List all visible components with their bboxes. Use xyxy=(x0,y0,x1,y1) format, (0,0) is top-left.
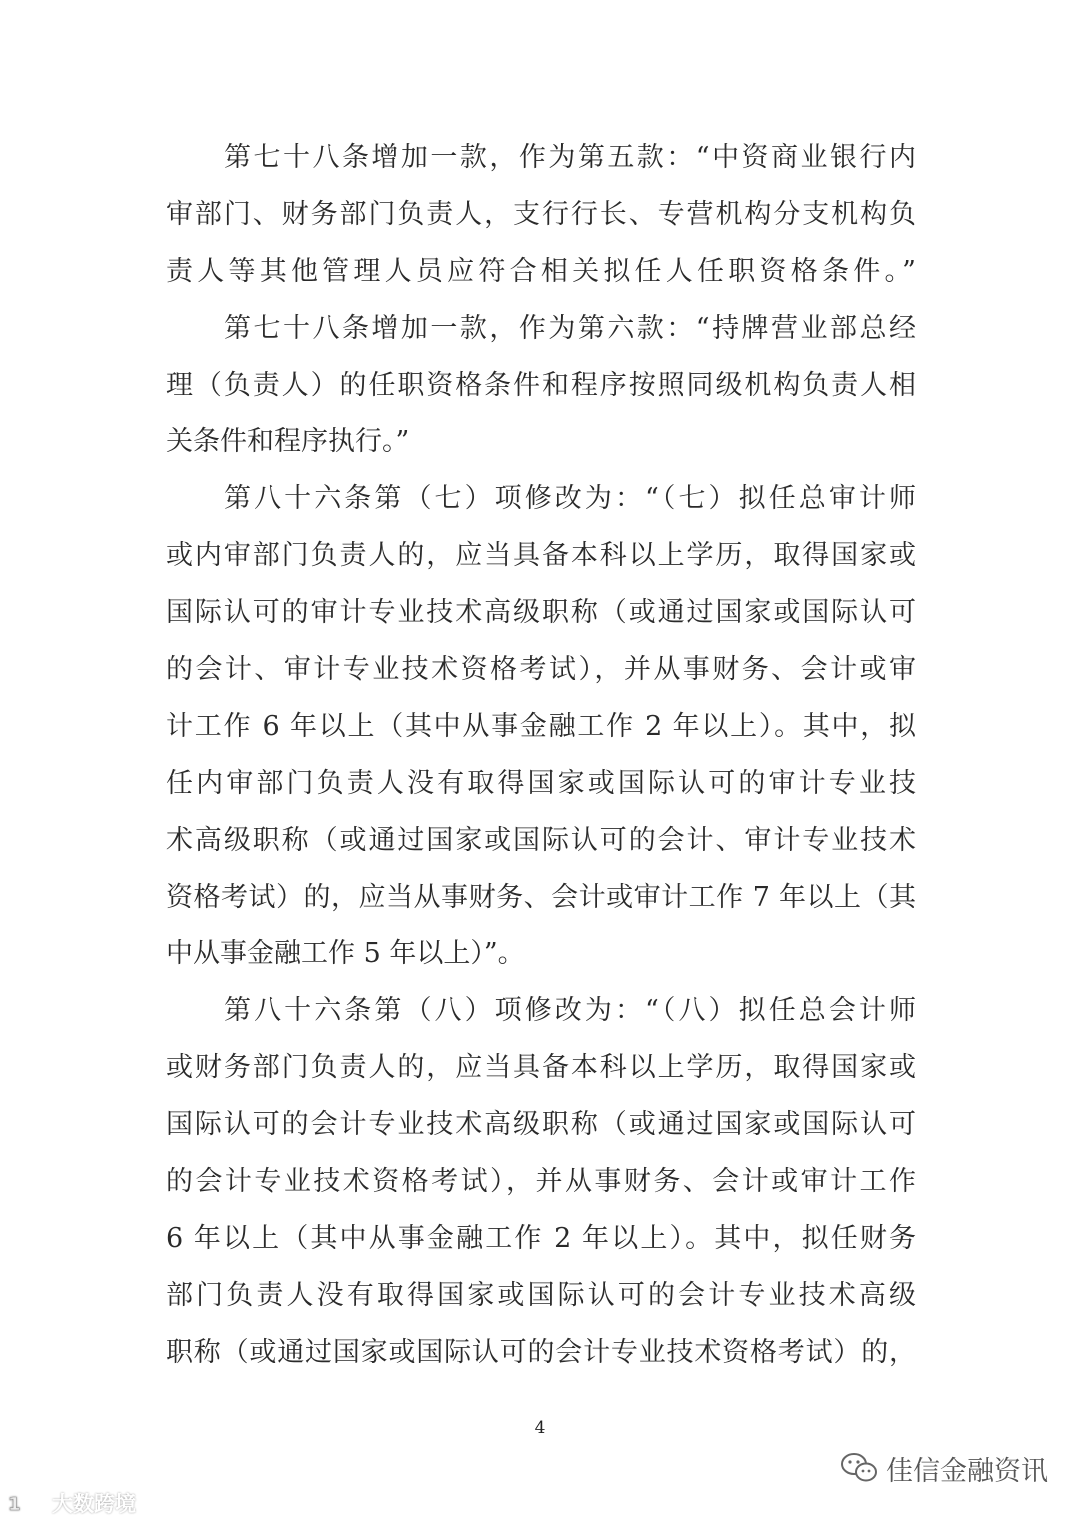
wechat-icon xyxy=(840,1452,878,1484)
text-line: 术高级职称（或通过国家或国际认可的会计、审计专业技术 xyxy=(166,824,916,856)
text-line: 的会计、审计专业技术资格考试），并从事财务、会计或审 xyxy=(166,654,916,686)
text-line: 理（负责人）的任职资格条件和程序按照同级机构负责人相 xyxy=(166,369,916,401)
page-number: 4 xyxy=(534,1418,546,1438)
text-line: 的会计专业技术资格考试），并从事财务、会计或审计工作 xyxy=(166,1166,916,1198)
svg-text:1: 1 xyxy=(8,1494,21,1515)
text-line: 或财务部门负责人的，应当具备本科以上学历，取得国家或 xyxy=(166,1052,916,1084)
text-line: 或内审部门负责人的，应当具备本科以上学历，取得国家或 xyxy=(166,540,916,572)
text-line: 6 年以上（其中从事金融工作 2 年以上）。其中，拟任财务 xyxy=(166,1222,916,1254)
text-line: 责人等其他管理人员应符合相关拟任人任职资格条件。” xyxy=(166,255,916,287)
text-line: 第七十八条增加一款，作为第五款：“中资商业银行内 xyxy=(224,142,916,173)
watermark-left xyxy=(8,1488,136,1518)
text-line: 关条件和程序执行。” xyxy=(166,426,410,458)
text-line: 第八十六条第（八）项修改为：“（八）拟任总会计师 xyxy=(224,995,916,1027)
text-line: 国际认可的审计专业技术高级职称（或通过国家或国际认可 xyxy=(166,597,916,629)
watermark-right xyxy=(840,1448,1048,1488)
document-body xyxy=(166,130,916,1382)
text-line: 职称（或通过国家或国际认可的会计专业技术资格考试）的， xyxy=(166,1336,916,1368)
text-line: 资格考试）的，应当从事财务、会计或审计工作 7 年以上（其 xyxy=(166,881,916,913)
text-line: 国际认可的会计专业技术高级职称（或通过国家或国际认可 xyxy=(166,1109,916,1141)
text-line: 计工作 6 年以上（其中从事金融工作 2 年以上）。其中，拟 xyxy=(166,710,916,742)
text-line: 任内审部门负责人没有取得国家或国际认可的审计专业技 xyxy=(166,767,916,799)
watermark-left-text: 大数跨境 xyxy=(52,1492,136,1516)
brand-logo-icon xyxy=(8,1491,48,1515)
text-line: 中从事金融工作 5 年以上）”。 xyxy=(166,938,525,970)
text-line: 部门负责人没有取得国家或国际认可的会计专业技术高级 xyxy=(166,1279,916,1311)
watermark-right-text: 佳信金融资讯 xyxy=(886,1455,1048,1487)
text-line: 第八十六条第（七）项修改为：“（七）拟任总审计师 xyxy=(224,483,916,515)
text-line: 第七十八条增加一款，作为第六款：“持牌营业部总经 xyxy=(224,312,916,344)
text-line: 审部门、财务部门负责人，支行行长、专营机构分支机构负 xyxy=(166,198,916,230)
